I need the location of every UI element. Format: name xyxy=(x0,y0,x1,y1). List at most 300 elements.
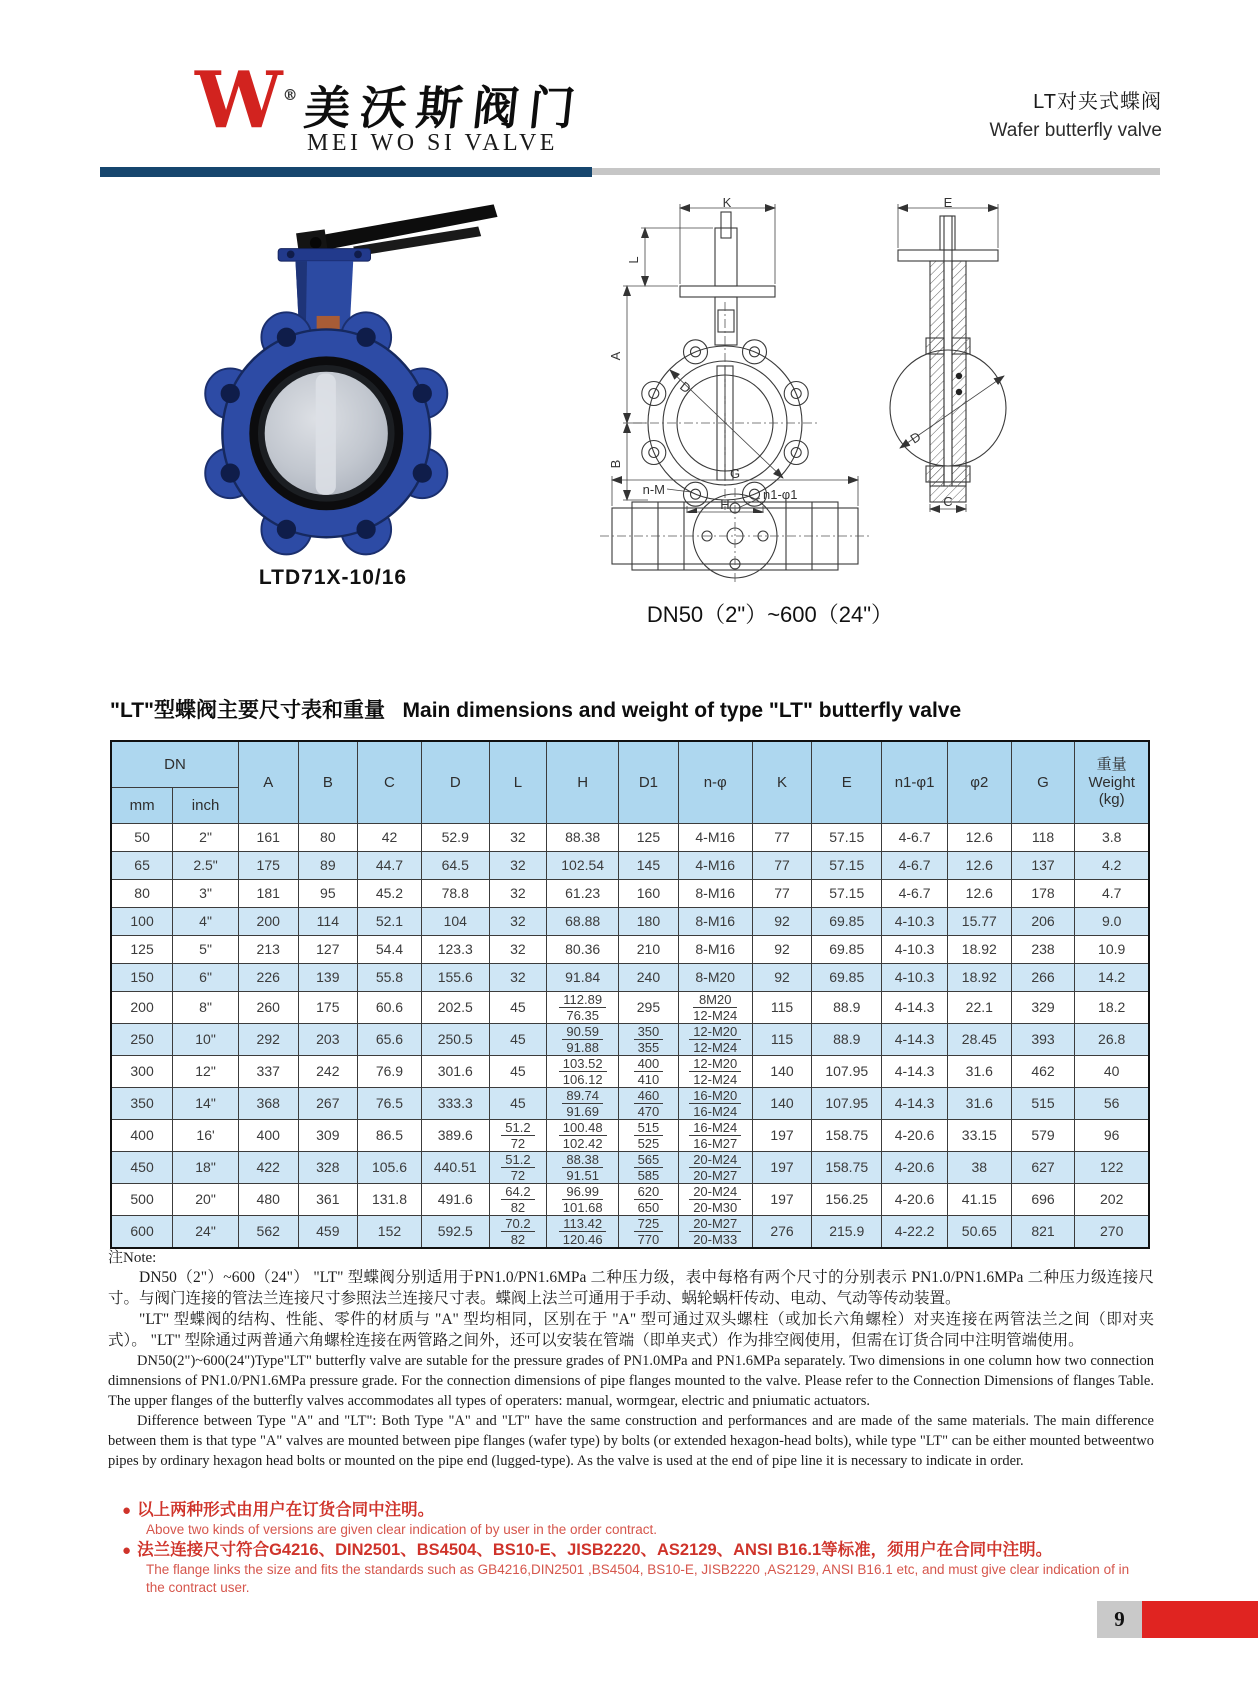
dim-label-H: H xyxy=(720,497,730,512)
table-cell: 202 xyxy=(1075,1183,1149,1215)
table-cell: 105.6 xyxy=(358,1151,422,1183)
table-cell: 267 xyxy=(298,1087,358,1119)
table-cell: 92 xyxy=(752,907,812,935)
table-cell: $\frac{8M20}{12-M24}$ xyxy=(678,991,752,1023)
table-cell: 12.6 xyxy=(947,823,1011,851)
table-cell: 175 xyxy=(238,851,298,879)
table-cell: 45.2 xyxy=(358,879,422,907)
table-cell: 60.6 xyxy=(358,991,422,1023)
table-cell: 200 xyxy=(111,991,173,1023)
table-row xyxy=(111,1215,1149,1248)
table-cell: 160 xyxy=(619,879,679,907)
table-cell: 400 xyxy=(238,1119,298,1151)
table-cell: $\frac{20-M24}{20-M27}$ xyxy=(678,1151,752,1183)
drawing-front-view xyxy=(575,198,905,513)
valve-stem-stripe xyxy=(316,374,336,495)
table-cell: 8-M16 xyxy=(678,879,752,907)
table-cell: 515 xyxy=(1011,1087,1075,1119)
table-cell: 55.8 xyxy=(358,963,422,991)
table-cell: 50.65 xyxy=(947,1215,1011,1248)
table-cell: 10.9 xyxy=(1075,935,1149,963)
table-cell: 600 xyxy=(111,1215,173,1248)
table-cell: 4-22.2 xyxy=(882,1215,948,1248)
page-title xyxy=(990,88,1162,145)
table-cell: $\frac{725}{770}$ xyxy=(619,1215,679,1248)
table-cell: 114 xyxy=(298,907,358,935)
table-row xyxy=(111,1023,1149,1055)
table-cell: 12" xyxy=(173,1055,239,1087)
table-cell: 2" xyxy=(173,823,239,851)
table-cell: 80 xyxy=(298,823,358,851)
table-cell: $\frac{51.2}{72}$ xyxy=(489,1119,547,1151)
dim-label-D: D xyxy=(677,378,694,397)
dimension-table xyxy=(110,740,1150,1249)
table-cell: 393 xyxy=(1011,1023,1075,1055)
table-cell: 4.2 xyxy=(1075,851,1149,879)
order-note-2-cn: ● 法兰连接尺寸符合G4216、DIN2501、BS4504、BS10-E、JISB2220、AS2129、ANSI B16.1等标准，须用户在合同中注明。 xyxy=(122,1540,1053,1559)
table-cell: 9.0 xyxy=(1075,907,1149,935)
table-cell: 337 xyxy=(238,1055,298,1087)
table-cell: 32 xyxy=(489,879,547,907)
table-cell: 491.6 xyxy=(421,1183,489,1215)
table-cell: 5" xyxy=(173,935,239,963)
table-row xyxy=(111,991,1149,1023)
table-cell: $\frac{90.59}{91.88}$ xyxy=(547,1023,619,1055)
table-cell: 4-M16 xyxy=(678,851,752,879)
table-cell: 44.7 xyxy=(358,851,422,879)
table-cell: 123.3 xyxy=(421,935,489,963)
table-cell: 12.6 xyxy=(947,879,1011,907)
table-cell: 260 xyxy=(238,991,298,1023)
table-cell: 88.9 xyxy=(812,1023,882,1055)
table-cell: 89 xyxy=(298,851,358,879)
table-cell: 57.15 xyxy=(812,879,882,907)
header-col-G: G xyxy=(1011,741,1075,823)
table-cell: 238 xyxy=(1011,935,1075,963)
table-cell: 14.2 xyxy=(1075,963,1149,991)
table-cell: 69.85 xyxy=(812,935,882,963)
table-cell: 32 xyxy=(489,963,547,991)
table-row xyxy=(111,823,1149,851)
table-cell: 422 xyxy=(238,1151,298,1183)
table-cell: 562 xyxy=(238,1215,298,1248)
table-cell: 102.54 xyxy=(547,851,619,879)
table-cell: 33.15 xyxy=(947,1119,1011,1151)
table-cell: $\frac{400}{410}$ xyxy=(619,1055,679,1087)
table-cell: 4-14.3 xyxy=(882,1055,948,1087)
order-notes xyxy=(122,1500,1132,1598)
table-cell: 52.1 xyxy=(358,907,422,935)
page-title-english: Wafer butterfly valve xyxy=(989,120,1162,141)
dim-label-A: A xyxy=(608,351,623,361)
table-cell: $\frac{112.89}{76.35}$ xyxy=(547,991,619,1023)
table-cell: 100 xyxy=(111,907,173,935)
header-divider-gray xyxy=(592,168,1160,175)
table-cell: 579 xyxy=(1011,1119,1075,1151)
table-cell: 14" xyxy=(173,1087,239,1119)
table-cell: $\frac{103.52}{106.12}$ xyxy=(547,1055,619,1087)
dim-label-E: E xyxy=(943,198,953,210)
table-cell: 54.4 xyxy=(358,935,422,963)
table-cell: 122 xyxy=(1075,1151,1149,1183)
table-cell: 38 xyxy=(947,1151,1011,1183)
dim-label-D-side: D xyxy=(907,428,924,447)
table-cell: 627 xyxy=(1011,1151,1075,1183)
header-col-C: C xyxy=(358,741,422,823)
table-cell: 4-10.3 xyxy=(882,935,948,963)
table-cell: 696 xyxy=(1011,1183,1075,1215)
table-row xyxy=(111,1183,1149,1215)
table-cell: 69.85 xyxy=(812,963,882,991)
valve-photo xyxy=(155,192,511,564)
table-cell: 68.88 xyxy=(547,907,619,935)
brand-name-chinese: 美沃斯阀门 xyxy=(301,81,588,135)
page-title-chinese: LT对夹式蝶阀 xyxy=(1033,91,1162,113)
header-weight: 重量 Weight (kg) xyxy=(1075,741,1149,823)
table-row xyxy=(111,935,1149,963)
table-cell: $\frac{16-M20}{16-M24}$ xyxy=(678,1087,752,1119)
dim-label-C: C xyxy=(943,494,953,509)
dim-label-L: L xyxy=(626,256,641,264)
table-cell: 140 xyxy=(752,1055,812,1087)
table-cell: 88.9 xyxy=(812,991,882,1023)
table-cell: 2.5" xyxy=(173,851,239,879)
dim-label-K: K xyxy=(722,198,732,210)
dim-label-G: G xyxy=(729,468,741,481)
table-cell: 8-M16 xyxy=(678,935,752,963)
dim-label-n1phi1: n1-φ1 xyxy=(763,487,798,502)
table-cell: $\frac{350}{355}$ xyxy=(619,1023,679,1055)
table-cell: 140 xyxy=(752,1087,812,1119)
table-cell: 77 xyxy=(752,851,812,879)
header-dn: DN xyxy=(111,741,238,787)
header-divider-navy xyxy=(100,167,592,177)
table-cell: 42 xyxy=(358,823,422,851)
table-cell: $\frac{64.2}{82}$ xyxy=(489,1183,547,1215)
table-cell: 10" xyxy=(173,1023,239,1055)
table-cell: 145 xyxy=(619,851,679,879)
size-range-label: DN50（2"）~600（24"） xyxy=(646,602,894,627)
table-cell: 215.9 xyxy=(812,1215,882,1248)
table-row xyxy=(111,851,1149,879)
order-note-1-cn: ● 以上两种形式由用户在订货合同中注明。 xyxy=(122,1501,435,1519)
table-cell: $\frac{89.74}{91.69}$ xyxy=(547,1087,619,1119)
table-cell: 250 xyxy=(111,1023,173,1055)
table-cell: 4-6.7 xyxy=(882,823,948,851)
order-note-1-en: Above two kinds of versions are given clear indication of by user in the order contract. xyxy=(146,1522,658,1538)
table-cell: 181 xyxy=(238,879,298,907)
table-cell: $\frac{16-M24}{16-M27}$ xyxy=(678,1119,752,1151)
table-cell: 80.36 xyxy=(547,935,619,963)
table-cell: 4-6.7 xyxy=(882,851,948,879)
table-cell: 18.92 xyxy=(947,963,1011,991)
dim-label-B: B xyxy=(608,459,623,469)
header-col-E: E xyxy=(812,741,882,823)
header-col-H: H xyxy=(547,741,619,823)
table-cell: 22.1 xyxy=(947,991,1011,1023)
table-cell: $\frac{113.42}{120.46}$ xyxy=(547,1215,619,1248)
table-cell: 32 xyxy=(489,823,547,851)
table-cell: 368 xyxy=(238,1087,298,1119)
table-cell: 32 xyxy=(489,935,547,963)
header-col-B: B xyxy=(298,741,358,823)
table-cell: 6" xyxy=(173,963,239,991)
table-cell: $\frac{96.99}{101.68}$ xyxy=(547,1183,619,1215)
table-cell: 161 xyxy=(238,823,298,851)
table-cell: 4-20.6 xyxy=(882,1183,948,1215)
table-cell: $\frac{620}{650}$ xyxy=(619,1183,679,1215)
table-cell: 250.5 xyxy=(421,1023,489,1055)
table-cell: 206 xyxy=(1011,907,1075,935)
table-cell: 45 xyxy=(489,1087,547,1119)
table-cell: 300 xyxy=(111,1055,173,1087)
table-cell: 328 xyxy=(298,1151,358,1183)
note-paragraph-en-1: DN50(2")~600(24")Type"LT" butterfly valve are sutable for the pressure grades of PN1.0MPa and PN1.6MPa separately. Two dimensions in one column how two connection dimnensions of PN1.0/PN1.6MPa pressure grade. For the connection dimensions of pipe flanges mounted to the valve. Please refer to the Connection Dimensions of flanges Table. The upper flanges of the butterfly valves accommodates all types of operaters: manual, wormgear, electric and pniumatic actuators. xyxy=(108,1353,1154,1410)
table-cell: 64.5 xyxy=(421,851,489,879)
table-cell: 152 xyxy=(358,1215,422,1248)
table-cell: 389.6 xyxy=(421,1119,489,1151)
table-cell: 4-14.3 xyxy=(882,991,948,1023)
table-cell: 18.2 xyxy=(1075,991,1149,1023)
header-col-K: K xyxy=(752,741,812,823)
table-cell: 127 xyxy=(298,935,358,963)
table-cell: 125 xyxy=(619,823,679,851)
table-cell: 309 xyxy=(298,1119,358,1151)
dim-label-nM: n-M xyxy=(642,482,665,497)
table-cell: 65.6 xyxy=(358,1023,422,1055)
table-cell: $\frac{88.38}{91.51}$ xyxy=(547,1151,619,1183)
table-row xyxy=(111,1119,1149,1151)
table-header xyxy=(111,741,1149,823)
header-col-L: L xyxy=(489,741,547,823)
table-cell: 4-14.3 xyxy=(882,1087,948,1119)
table-cell: 65 xyxy=(111,851,173,879)
header-col-n1phi1: n1-φ1 xyxy=(882,741,948,823)
table-cell: 197 xyxy=(752,1151,812,1183)
footer-red-bar xyxy=(1142,1601,1258,1638)
notes-label: 注Note: xyxy=(108,1250,157,1266)
table-cell: 350 xyxy=(111,1087,173,1119)
table-cell: 52.9 xyxy=(421,823,489,851)
table-cell: 4.7 xyxy=(1075,879,1149,907)
table-cell: 96 xyxy=(1075,1119,1149,1151)
table-cell: 180 xyxy=(619,907,679,935)
table-cell: 12.6 xyxy=(947,851,1011,879)
table-cell: 4-6.7 xyxy=(882,879,948,907)
table-row xyxy=(111,1055,1149,1087)
table-cell: 57.15 xyxy=(812,823,882,851)
table-cell: 31.6 xyxy=(947,1055,1011,1087)
table-cell: 4-10.3 xyxy=(882,907,948,935)
bullet-icon: ● xyxy=(122,1541,132,1559)
table-cell: 139 xyxy=(298,963,358,991)
order-note-2-en: The flange links the size and fits the standards such as GB4216,DIN2501 ,BS4504, BS10-E, JISB2220 ,AS2129, ANSI B16.1 etc, and must give clear indication of in the contract user. xyxy=(146,1562,1130,1596)
table-cell: 118 xyxy=(1011,823,1075,851)
table-cell: 329 xyxy=(1011,991,1075,1023)
table-cell: 821 xyxy=(1011,1215,1075,1248)
table-row xyxy=(111,907,1149,935)
table-cell: 115 xyxy=(752,991,812,1023)
table-cell: 203 xyxy=(298,1023,358,1055)
logo-w-mark: W® xyxy=(195,55,298,146)
table-cell: 200 xyxy=(238,907,298,935)
table-cell: 86.5 xyxy=(358,1119,422,1151)
table-cell: 16' xyxy=(173,1119,239,1151)
table-cell: $\frac{51.2}{72}$ xyxy=(489,1151,547,1183)
table-row xyxy=(111,1151,1149,1183)
table-cell: 270 xyxy=(1075,1215,1149,1248)
notes-section xyxy=(108,1246,1154,1471)
table-cell: 4-M16 xyxy=(678,823,752,851)
table-cell: 266 xyxy=(1011,963,1075,991)
table-cell: 440.51 xyxy=(421,1151,489,1183)
table-cell: 178 xyxy=(1011,879,1075,907)
note-paragraph-en-2: Difference between Type "A" and "LT": Both Type "A" and "LT" have the same construction and performances and are made of the same materials. The main difference between them is that type "A" valves are mounted between pipe flanges (wafer type) by bolts (or extended hexagon-head bolts), while type "LT" can be either mounted betweentwo pipes by ordinary hexagon head bolts or mounted on the pipe end (lugged-type). As the valve is used at the end of pipe line it is necessary to indicate in order. xyxy=(108,1413,1154,1470)
table-cell: $\frac{565}{585}$ xyxy=(619,1151,679,1183)
table-cell: 40 xyxy=(1075,1055,1149,1087)
table-row xyxy=(111,1087,1149,1119)
table-cell: 80 xyxy=(111,879,173,907)
table-cell: 150 xyxy=(111,963,173,991)
brand-logo xyxy=(195,55,298,146)
table-cell: 20" xyxy=(173,1183,239,1215)
table-row xyxy=(111,879,1149,907)
table-cell: 8-M20 xyxy=(678,963,752,991)
table-cell: 137 xyxy=(1011,851,1075,879)
table-cell: 91.84 xyxy=(547,963,619,991)
table-cell: 210 xyxy=(619,935,679,963)
table-cell: 197 xyxy=(752,1183,812,1215)
table-cell: 8" xyxy=(173,991,239,1023)
table-cell: 8-M16 xyxy=(678,907,752,935)
header-col-phi2: φ2 xyxy=(947,741,1011,823)
table-cell: 226 xyxy=(238,963,298,991)
table-cell: 50 xyxy=(111,823,173,851)
table-cell: 77 xyxy=(752,823,812,851)
table-cell: 450 xyxy=(111,1151,173,1183)
table-cell: $\frac{20-M24}{20-M30}$ xyxy=(678,1183,752,1215)
table-cell: 592.5 xyxy=(421,1215,489,1248)
table-cell: 276 xyxy=(752,1215,812,1248)
table-title xyxy=(110,694,961,724)
table-cell: 500 xyxy=(111,1183,173,1215)
table-cell: 3.8 xyxy=(1075,823,1149,851)
table-cell: 155.6 xyxy=(421,963,489,991)
table-cell: 175 xyxy=(298,991,358,1023)
table-title-chinese: "LT"型蝶阀主要尺寸表和重量 xyxy=(110,699,386,722)
table-title-english: Main dimensions and weight of type "LT" butterfly valve xyxy=(402,699,962,722)
table-cell: 41.15 xyxy=(947,1183,1011,1215)
table-cell: 104 xyxy=(421,907,489,935)
table-cell: $\frac{20-M27}{20-M33}$ xyxy=(678,1215,752,1248)
table-cell: 295 xyxy=(619,991,679,1023)
table-cell: 4" xyxy=(173,907,239,935)
table-cell: 4-20.6 xyxy=(882,1151,948,1183)
table-cell: 242 xyxy=(298,1055,358,1087)
table-cell: 125 xyxy=(111,935,173,963)
table-cell: 56 xyxy=(1075,1087,1149,1119)
table-cell: 333.3 xyxy=(421,1087,489,1119)
table-cell: $\frac{12-M20}{12-M24}$ xyxy=(678,1055,752,1087)
page-number: 9 xyxy=(1097,1601,1142,1638)
table-cell: 480 xyxy=(238,1183,298,1215)
table-cell: 197 xyxy=(752,1119,812,1151)
table-cell: 240 xyxy=(619,963,679,991)
table-cell: 15.77 xyxy=(947,907,1011,935)
note-paragraph-cn-1: DN50（2"）~600（24"） "LT" 型蝶阀分别适用于PN1.0/PN1.6MPa 二种压力级，表中每格有两个尺寸的分别表示 PN1.0/PN1.6MPa 二种压力级连接尺寸。与阀门连接的管法兰连接尺寸参照法兰连接尺寸表。蝶阀上法兰可通用于手动、蜗轮蜗杆传动、电动、气动等传动装置。 xyxy=(108,1269,1154,1308)
table-cell: $\frac{460}{470}$ xyxy=(619,1087,679,1119)
header-col-D1: D1 xyxy=(619,741,679,823)
table-cell: 202.5 xyxy=(421,991,489,1023)
table-cell: $\frac{70.2}{82}$ xyxy=(489,1215,547,1248)
brand-name-english: MEI WO SI VALVE xyxy=(307,130,558,156)
table-cell: 26.8 xyxy=(1075,1023,1149,1055)
table-cell: 92 xyxy=(752,963,812,991)
table-cell: 24" xyxy=(173,1215,239,1248)
header-col-A: A xyxy=(238,741,298,823)
table-cell: 95 xyxy=(298,879,358,907)
table-cell: 45 xyxy=(489,991,547,1023)
table-cell: 57.15 xyxy=(812,851,882,879)
table-cell: 92 xyxy=(752,935,812,963)
table-cell: 69.85 xyxy=(812,907,882,935)
table-cell: 18" xyxy=(173,1151,239,1183)
table-cell: 45 xyxy=(489,1055,547,1087)
table-cell: 156.25 xyxy=(812,1183,882,1215)
table-cell: 107.95 xyxy=(812,1055,882,1087)
table-cell: 131.8 xyxy=(358,1183,422,1215)
table-cell: 292 xyxy=(238,1023,298,1055)
table-cell: 213 xyxy=(238,935,298,963)
table-cell: 4-20.6 xyxy=(882,1119,948,1151)
table-cell: 158.75 xyxy=(812,1119,882,1151)
table-cell: 76.9 xyxy=(358,1055,422,1087)
table-cell: 77 xyxy=(752,879,812,907)
header-col-D: D xyxy=(421,741,489,823)
table-cell: 301.6 xyxy=(421,1055,489,1087)
table-cell: 462 xyxy=(1011,1055,1075,1087)
table-cell: 400 xyxy=(111,1119,173,1151)
registered-mark-icon: ® xyxy=(282,86,298,104)
header-col-nphi: n-φ xyxy=(678,741,752,823)
model-label: LTD71X-10/16 xyxy=(258,566,408,589)
note-paragraph-cn-2: "LT" 型蝶阀的结构、性能、零件的材质与 "A" 型均相同，区别在于 "A" 型可通过双头螺柱（或加长六角螺栓）对夹连接在两管法兰之间（即对夹式）。 "LT" 型除通过两普通六角螺栓连接在两管路之间外，还可以安装在管端（即单夹式）作为排空阀使用，但需在订货合同中注明管端使用。 xyxy=(108,1311,1154,1350)
table-cell: 32 xyxy=(489,907,547,935)
header-dn-inch: inch xyxy=(173,787,239,823)
table-cell: 61.23 xyxy=(547,879,619,907)
table-cell: 107.95 xyxy=(812,1087,882,1119)
table-cell: 28.45 xyxy=(947,1023,1011,1055)
table-cell: 459 xyxy=(298,1215,358,1248)
dimension-table-body xyxy=(111,823,1149,1248)
table-cell: 18.92 xyxy=(947,935,1011,963)
header-dn-mm: mm xyxy=(111,787,173,823)
table-cell: 4-14.3 xyxy=(882,1023,948,1055)
table-cell: $\frac{12-M20}{12-M24}$ xyxy=(678,1023,752,1055)
drawing-bottom-view xyxy=(600,468,870,603)
table-cell: 45 xyxy=(489,1023,547,1055)
table-cell: 3" xyxy=(173,879,239,907)
table-cell: 361 xyxy=(298,1183,358,1215)
table-row xyxy=(111,963,1149,991)
table-cell: 31.6 xyxy=(947,1087,1011,1119)
table-cell: 4-10.3 xyxy=(882,963,948,991)
drawing-side-view xyxy=(880,198,1015,513)
table-cell: $\frac{515}{525}$ xyxy=(619,1119,679,1151)
table-cell: 32 xyxy=(489,851,547,879)
table-cell: 158.75 xyxy=(812,1151,882,1183)
bullet-icon: ● xyxy=(122,1502,132,1519)
